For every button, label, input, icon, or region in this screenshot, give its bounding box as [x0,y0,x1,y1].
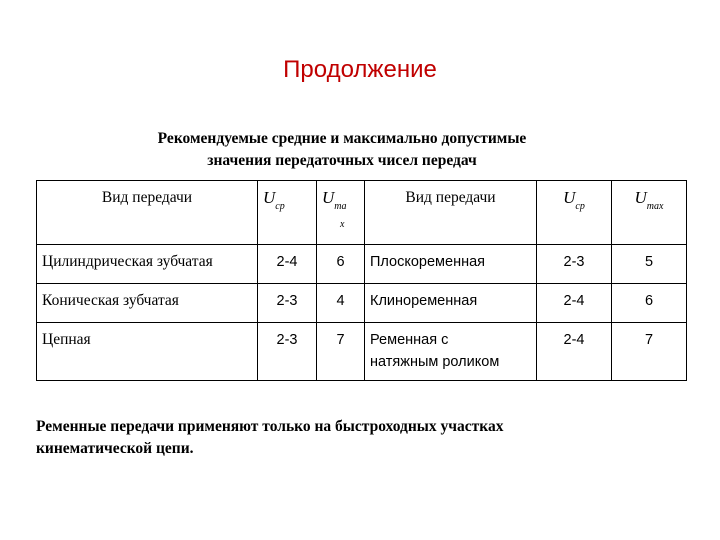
table-row [37,323,687,381]
cell-type-right-line-1: Ременная с [370,332,449,348]
header-u-avg-left: $U_{ср}$ [258,181,317,245]
cell-u-avg-left: 2-3 [258,284,317,323]
cell-u-max-left: 4 [317,284,365,323]
cell-u-max-left: 7 [317,323,365,381]
cell-type-right-line-2: натяжным роликом [370,354,500,370]
header-u-max-right: $U_{max}$ [612,181,687,245]
page-title: Продолжение [283,56,437,83]
caption-line-1: Рекомендуемые средние и максимально допустимые [157,130,527,147]
cell-u-avg-right: 2-4 [537,323,612,381]
cell-u-max-right: 6 [612,284,687,323]
cell-u-avg-right: 2-4 [537,284,612,323]
table-header-row [37,181,687,245]
footnote-line-1: Ременные передачи применяют только на быстроходных участках [36,418,504,435]
cell-u-avg-left: 2-4 [258,245,317,284]
table-row [37,245,687,284]
table-caption [100,128,584,172]
cell-type-right: Плоскоременная [365,245,537,284]
cell-type-right [365,323,537,381]
cell-u-max-right: 5 [612,245,687,284]
header-type-left: Вид передачи [37,181,258,245]
header-u-avg-right: $U_{ср}$ [537,181,612,245]
cell-u-max-right: 7 [612,323,687,381]
footnote-line-2: кинематической цепи. [36,440,194,457]
header-u-max-left: $U_{ma}$ x [317,181,365,245]
cell-type-left: Коническая зубчатая [37,284,258,323]
cell-u-max-left: 6 [317,245,365,284]
header-type-right: Вид передачи [365,181,537,245]
cell-type-left: Цепная [37,323,258,381]
gear-ratio-table [36,180,687,381]
caption-line-2: значения передаточных чисел передач [207,152,477,169]
table-row [37,284,687,323]
footnote [36,416,636,460]
cell-type-right: Клиноременная [365,284,537,323]
cell-u-avg-right: 2-3 [537,245,612,284]
cell-u-avg-left: 2-3 [258,323,317,381]
cell-type-left: Цилиндрическая зубчатая [37,245,258,284]
